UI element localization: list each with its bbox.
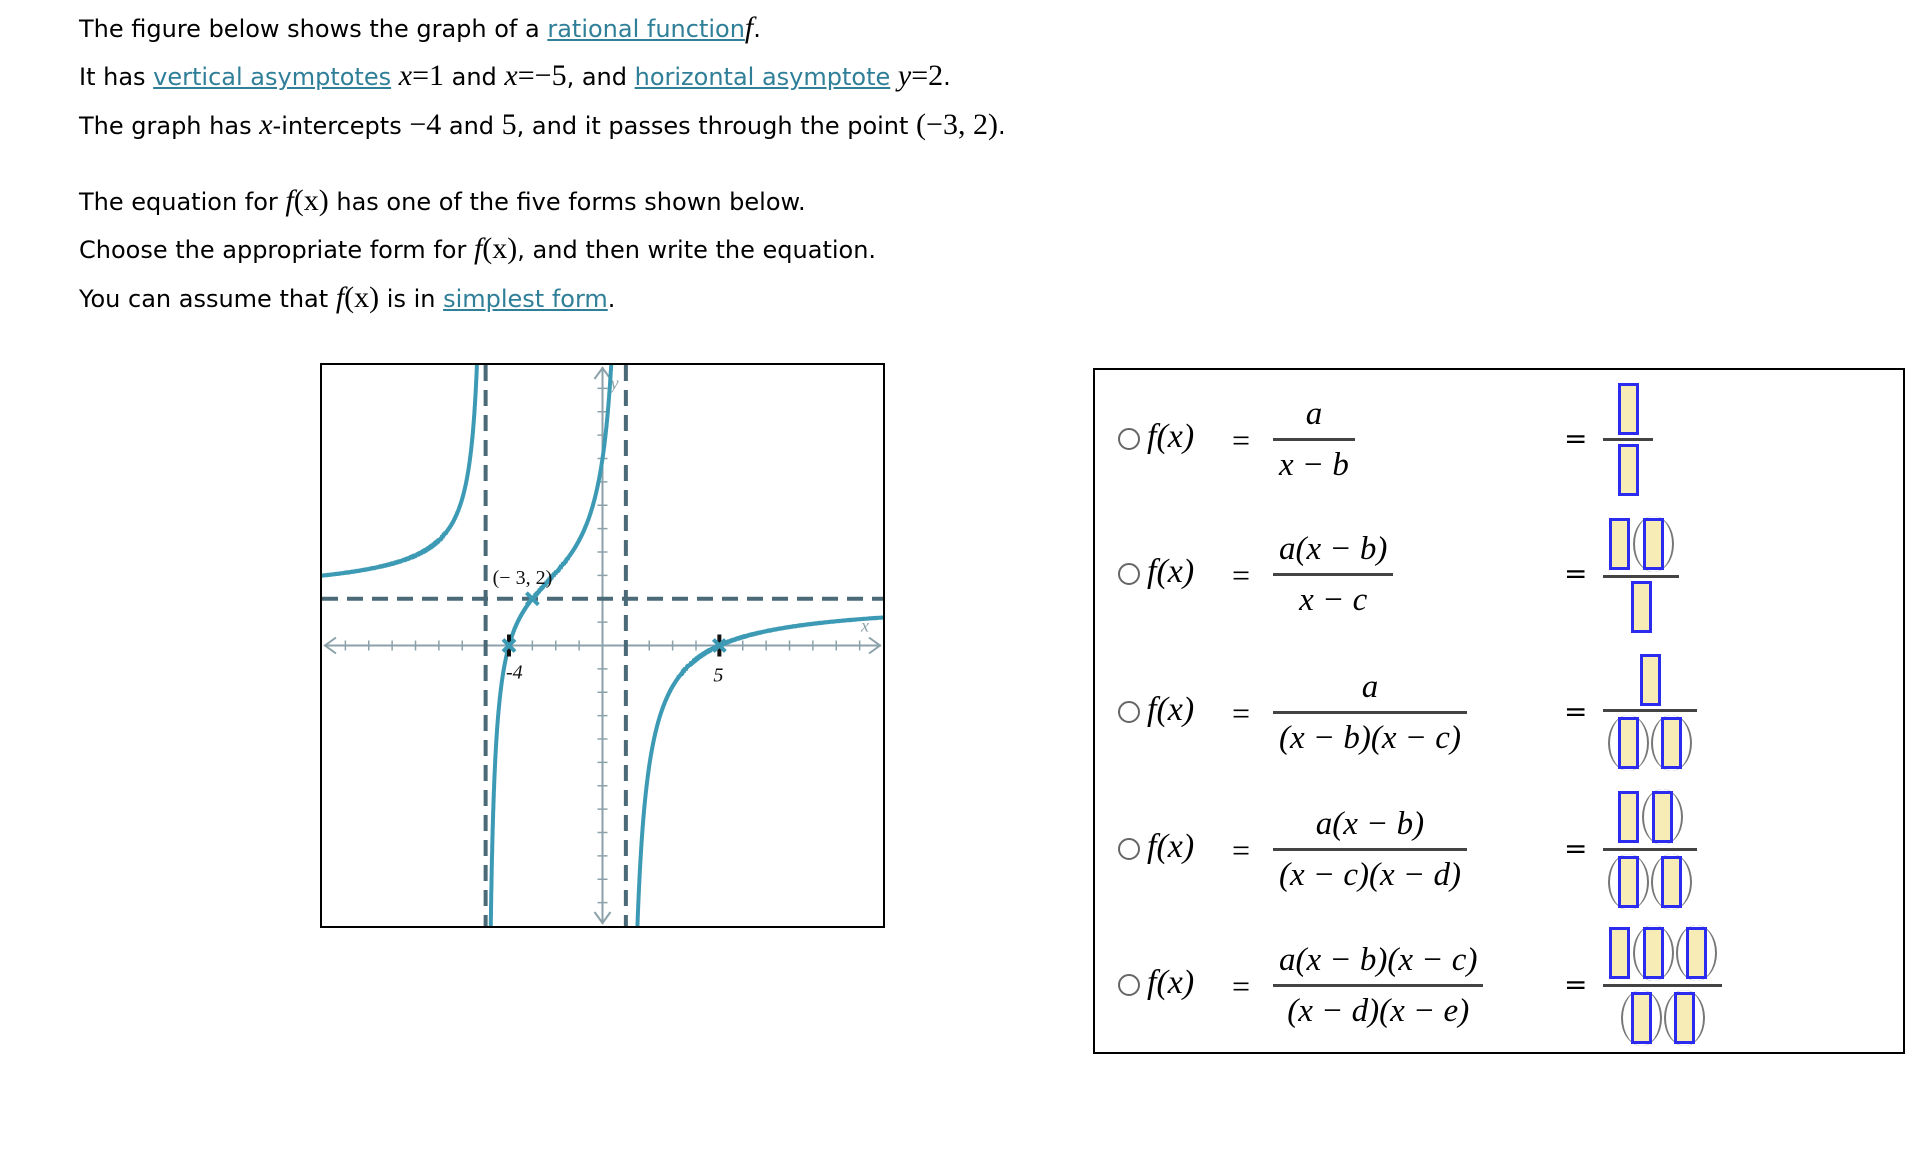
answer-denominator xyxy=(1603,715,1697,771)
denominator-input-box[interactable] xyxy=(1618,856,1639,908)
numerator-parenthesized-input xyxy=(1676,925,1717,981)
numerator-input-box[interactable] xyxy=(1643,518,1664,570)
denominator-parenthesized-input xyxy=(1651,715,1692,771)
math: f xyxy=(335,281,345,314)
denominator-input-box[interactable] xyxy=(1618,444,1639,496)
denominator-parenthesized-input xyxy=(1651,854,1692,910)
function-curve xyxy=(637,615,883,927)
form-numerator: a(x − b) xyxy=(1315,805,1425,842)
intro-line-6 xyxy=(79,283,615,314)
text: . xyxy=(943,63,951,91)
function-label: f(x) xyxy=(1147,964,1195,1001)
form-denominator: (x − b)(x − c) xyxy=(1279,719,1461,756)
radio-button[interactable] xyxy=(1118,563,1140,585)
math: x xyxy=(504,59,518,92)
text: -intercepts xyxy=(272,112,410,140)
equals-sign: = xyxy=(1564,968,1588,1001)
text: and xyxy=(443,63,505,91)
equals-sign: = xyxy=(1232,422,1251,458)
form-numerator: a xyxy=(1361,668,1379,705)
equation-form-option xyxy=(1095,784,1903,914)
text: has one of the five forms shown below. xyxy=(328,188,806,216)
radio-button[interactable] xyxy=(1118,974,1140,996)
text: , and xyxy=(566,63,635,91)
answer-numerator xyxy=(1612,383,1645,435)
equation-form-option xyxy=(1095,509,1903,639)
text: . xyxy=(997,112,1006,140)
denominator-parenthesized-input xyxy=(1621,990,1662,1046)
numerator-input-box[interactable] xyxy=(1609,927,1630,979)
numerator-input-box[interactable] xyxy=(1686,927,1707,979)
fraction-bar xyxy=(1603,848,1697,851)
text: The graph has xyxy=(79,112,260,140)
intro-line-2 xyxy=(79,61,951,92)
math-f: f xyxy=(744,11,754,44)
answer-fraction xyxy=(1603,374,1653,504)
fraction-bar xyxy=(1273,438,1355,441)
denominator-input-box[interactable] xyxy=(1661,717,1682,769)
intro-line-1 xyxy=(79,13,761,44)
text: , and it passes through the point xyxy=(516,112,917,140)
text: . xyxy=(607,285,616,313)
y-axis-label: y xyxy=(610,373,619,393)
answer-numerator xyxy=(1603,516,1679,572)
denominator-parenthesized-input xyxy=(1608,715,1649,771)
denominator-input-box[interactable] xyxy=(1674,992,1695,1044)
math: x xyxy=(398,59,413,92)
answer-fraction xyxy=(1603,784,1697,914)
math: f xyxy=(473,232,483,265)
answer-denominator xyxy=(1612,444,1645,496)
numerator-input-box[interactable] xyxy=(1640,654,1661,706)
text: Choose the appropriate form for xyxy=(79,236,474,264)
equals-sign: = xyxy=(1232,832,1251,868)
denominator-input-box[interactable] xyxy=(1661,856,1682,908)
numerator-parenthesized-input xyxy=(1633,516,1674,572)
fraction-bar xyxy=(1273,711,1467,714)
link-horizontal-asymptote[interactable]: horizontal asymptote xyxy=(634,63,891,91)
denominator-parenthesized-input xyxy=(1664,990,1705,1046)
math: =1 xyxy=(412,59,444,92)
math: =2 xyxy=(911,59,944,92)
math: (x) xyxy=(482,232,518,265)
equals-sign: = xyxy=(1232,557,1251,593)
numerator-input-box[interactable] xyxy=(1618,791,1639,843)
answer-fraction xyxy=(1603,509,1679,639)
form-fraction xyxy=(1273,509,1393,639)
form-denominator: (x − d)(x − e) xyxy=(1287,992,1470,1029)
equation-forms-panel xyxy=(1093,368,1905,1054)
equals-sign: = xyxy=(1564,695,1588,728)
radio-button[interactable] xyxy=(1118,701,1140,723)
form-fraction xyxy=(1273,374,1355,504)
link-simplest-form[interactable]: simplest form xyxy=(443,285,608,313)
fraction-bar xyxy=(1273,573,1393,576)
equals-sign: = xyxy=(1564,832,1588,865)
text: You can assume that xyxy=(79,285,336,313)
function-label: f(x) xyxy=(1147,418,1195,455)
numerator-input-box[interactable] xyxy=(1643,927,1664,979)
answer-denominator xyxy=(1625,581,1658,633)
form-numerator: a xyxy=(1305,395,1323,432)
graph-canvas xyxy=(322,365,883,926)
equals-sign: = xyxy=(1564,422,1588,455)
function-graph xyxy=(320,363,885,928)
denominator-input-box[interactable] xyxy=(1618,717,1639,769)
function-label: f(x) xyxy=(1147,691,1195,728)
answer-fraction xyxy=(1603,647,1697,777)
radio-button[interactable] xyxy=(1118,838,1140,860)
equation-form-option xyxy=(1095,920,1903,1050)
x-intercept-label: -4 xyxy=(506,661,523,684)
answer-fraction xyxy=(1603,920,1722,1050)
answer-numerator xyxy=(1634,654,1667,706)
answer-denominator xyxy=(1616,990,1710,1046)
intro-line-5 xyxy=(79,234,876,265)
fraction-bar xyxy=(1603,575,1679,578)
math: (x) xyxy=(293,184,329,217)
answer-numerator xyxy=(1603,925,1722,981)
math: =−5 xyxy=(517,59,567,92)
form-denominator: x − b xyxy=(1279,446,1349,483)
link-vertical-asymptotes[interactable]: vertical asymptotes xyxy=(153,63,392,91)
function-label: f(x) xyxy=(1147,828,1195,865)
x-axis-label: x xyxy=(861,615,869,636)
point-label: (− 3, 2) xyxy=(492,566,553,589)
denominator-parenthesized-input xyxy=(1608,854,1649,910)
denominator-input-box[interactable] xyxy=(1631,581,1652,633)
text: and xyxy=(441,112,502,140)
equation-form-option xyxy=(1095,647,1903,777)
fraction-bar xyxy=(1603,984,1722,987)
fraction-bar xyxy=(1273,848,1467,851)
math-point: (−3, 2) xyxy=(916,108,998,141)
equation-form-option xyxy=(1095,374,1903,504)
math: y xyxy=(897,59,912,92)
numerator-parenthesized-input xyxy=(1633,925,1674,981)
numerator-parenthesized-input xyxy=(1642,789,1683,845)
equals-sign: = xyxy=(1232,695,1251,731)
text: It has xyxy=(79,63,154,91)
intro-line-3 xyxy=(79,110,1006,141)
function-curve xyxy=(322,365,478,576)
text: The figure below shows the graph of a xyxy=(79,15,548,43)
answer-numerator xyxy=(1612,789,1688,845)
form-numerator: a(x − b) xyxy=(1279,530,1388,567)
text: is in xyxy=(379,285,444,313)
x-intercept-label: 5 xyxy=(713,664,724,687)
answer-denominator xyxy=(1603,854,1697,910)
form-fraction xyxy=(1273,920,1483,1050)
numerator-input-box[interactable] xyxy=(1618,383,1639,435)
fraction-bar xyxy=(1603,438,1653,441)
numerator-input-box[interactable] xyxy=(1609,518,1630,570)
fraction-bar xyxy=(1273,984,1483,987)
radio-button[interactable] xyxy=(1118,428,1140,450)
form-denominator: x − c xyxy=(1299,581,1368,618)
text: , and then write the equation. xyxy=(517,236,877,264)
fraction-bar xyxy=(1603,709,1697,712)
form-denominator: (x − c)(x − d) xyxy=(1279,856,1461,893)
math: 5 xyxy=(501,108,517,141)
equals-sign: = xyxy=(1232,968,1251,1004)
equals-sign: = xyxy=(1564,557,1588,590)
form-fraction xyxy=(1273,784,1467,914)
intro-line-4 xyxy=(79,186,806,217)
text: The equation for xyxy=(79,188,286,216)
form-fraction xyxy=(1273,647,1467,777)
function-label: f(x) xyxy=(1147,553,1195,590)
math: (x) xyxy=(344,281,380,314)
text: . xyxy=(753,15,761,43)
math: f xyxy=(285,184,294,217)
numerator-input-box[interactable] xyxy=(1652,791,1673,843)
form-numerator: a(x − b)(x − c) xyxy=(1279,941,1478,978)
math: −4 xyxy=(409,108,442,141)
link-rational-function[interactable]: rational function xyxy=(547,15,745,43)
denominator-input-box[interactable] xyxy=(1631,992,1652,1044)
math: x xyxy=(259,108,273,141)
